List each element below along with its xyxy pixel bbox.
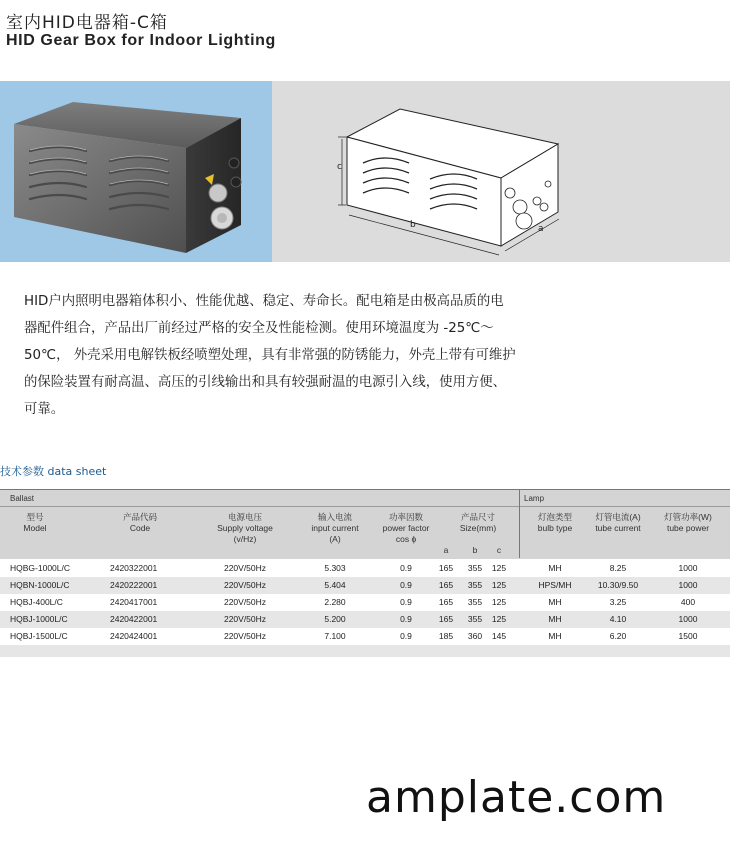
dim-label-a: a: [538, 224, 544, 234]
cell-tpow: 1000: [678, 580, 698, 590]
cell-tpow: 400: [680, 597, 696, 607]
cell-model: HQBJ-400L/C: [10, 597, 63, 607]
cell-b: 360: [467, 631, 483, 641]
cell-pf: 0.9: [400, 563, 412, 573]
cell-tpow: 1000: [678, 563, 698, 573]
table-row: [0, 611, 730, 628]
cell-pf: 0.9: [400, 580, 412, 590]
table-row: [0, 577, 730, 594]
cell-current: 5.404: [324, 580, 346, 590]
col-header-tube-power: 灯管功率(W) tube power: [664, 512, 712, 533]
col-header-model: 型号 Model: [23, 512, 47, 533]
col-header-code: 产品代码 Code: [122, 512, 157, 533]
dim-label-b: b: [410, 220, 416, 230]
cell-current: 5.200: [324, 614, 346, 624]
cell-tcur: 6.20: [609, 631, 627, 641]
cell-tpow: 1000: [678, 614, 698, 624]
cell-b: 355: [467, 597, 483, 607]
table-row: [0, 594, 730, 611]
cell-model: HQBN-1000L/C: [10, 580, 70, 590]
col-header-bulb-type: 灯泡类型 bulb type: [537, 512, 573, 533]
cell-code: 2420422001: [110, 614, 158, 624]
spec-table: [0, 489, 730, 657]
cell-current: 2.280: [324, 597, 346, 607]
cell-voltage: 220V/50Hz: [223, 597, 267, 607]
cell-code: 2420417001: [110, 597, 158, 607]
cell-bulb: MH: [548, 563, 562, 573]
cell-current: 7.100: [324, 631, 346, 641]
table-row: [0, 560, 730, 577]
cell-c: 145: [491, 631, 507, 641]
cell-a: 165: [438, 580, 454, 590]
col-header-size-a: a: [443, 545, 449, 555]
intro-paragraph: [24, 288, 544, 423]
col-header-size-b: b: [472, 545, 478, 555]
cell-pf: 0.9: [400, 597, 412, 607]
cell-c: 125: [491, 563, 507, 573]
cell-bulb: MH: [548, 614, 562, 624]
col-header-voltage: 电源电压 Supply voltage (v/Hz): [217, 512, 273, 544]
cell-a: 165: [438, 563, 454, 573]
cell-model: HQBJ-1500L/C: [10, 631, 68, 641]
cell-pf: 0.9: [400, 614, 412, 624]
cell-current: 5.303: [324, 563, 346, 573]
cell-a: 185: [438, 631, 454, 641]
dimension-drawing: [272, 81, 730, 262]
cell-voltage: 220V/50Hz: [223, 631, 267, 641]
intro-line: 的保险装置有耐高温、高压的引线输出和具有较强耐温的电源引入线，使用方便、: [24, 375, 507, 390]
product-photo: [0, 81, 272, 262]
watermark-text: amplate.com: [366, 772, 667, 823]
cell-voltage: 220V/50Hz: [223, 563, 267, 573]
cell-b: 355: [467, 563, 483, 573]
cell-tcur: 8.25: [609, 563, 627, 573]
group-divider: [519, 489, 520, 558]
cell-tcur: 3.25: [609, 597, 627, 607]
cell-b: 355: [467, 580, 483, 590]
col-header-size-c: c: [496, 545, 502, 555]
cell-tcur: 10.30/9.50: [597, 580, 639, 590]
cell-a: 165: [438, 614, 454, 624]
intro-line: 50℃， 外壳采用电解铁板经喷塑处理，具有非常强的防锈能力，外壳上带有可维护: [24, 348, 516, 363]
col-header-power-factor: 功率因数 power factor cos ɸ: [382, 512, 430, 544]
cell-c: 125: [491, 614, 507, 624]
cell-voltage: 220V/50Hz: [223, 614, 267, 624]
cell-a: 165: [438, 597, 454, 607]
cell-b: 355: [467, 614, 483, 624]
intro-line: HID户内照明电器箱体积小、性能优越、稳定、寿命长。配电箱是由极高品质的电: [24, 294, 504, 309]
page-title-chinese: 室内HID电器箱-C箱: [6, 13, 168, 33]
cell-bulb: MH: [548, 631, 562, 641]
cell-code: 2420424001: [110, 631, 158, 641]
table-row: [0, 628, 730, 645]
cell-tpow: 1500: [678, 631, 698, 641]
cell-model: HQBJ-1000L/C: [10, 614, 68, 624]
cell-code: 2420322001: [110, 563, 158, 573]
intro-line: 器配件组合，产品出厂前经过严格的安全及性能检测。使用环境温度为 -25℃～: [24, 321, 494, 336]
dim-label-c: c: [337, 162, 342, 172]
cell-pf: 0.9: [400, 631, 412, 641]
cell-model: HQBG-1000L/C: [10, 563, 70, 573]
col-header-size: 产品尺寸 Size(mm): [459, 512, 497, 533]
col-header-tube-current: 灯管电流(A) tube current: [595, 512, 641, 533]
col-header-current: 输入电流 input current (A): [311, 512, 359, 544]
cell-c: 125: [491, 597, 507, 607]
table-footer-band: [0, 645, 730, 657]
page-title-english: HID Gear Box for Indoor Lighting: [6, 32, 276, 49]
intro-line: 可靠。: [24, 402, 65, 417]
cell-voltage: 220V/50Hz: [223, 580, 267, 590]
cell-code: 2420222001: [110, 580, 158, 590]
header-divider: [0, 506, 730, 507]
group-ballast: Ballast: [10, 494, 35, 503]
cell-bulb: MH: [548, 597, 562, 607]
cell-tcur: 4.10: [609, 614, 627, 624]
cell-c: 125: [491, 580, 507, 590]
data-sheet-title: 技术参数 data sheet: [0, 465, 107, 478]
cell-bulb: HPS/MH: [538, 580, 572, 590]
group-lamp: Lamp: [524, 494, 545, 503]
